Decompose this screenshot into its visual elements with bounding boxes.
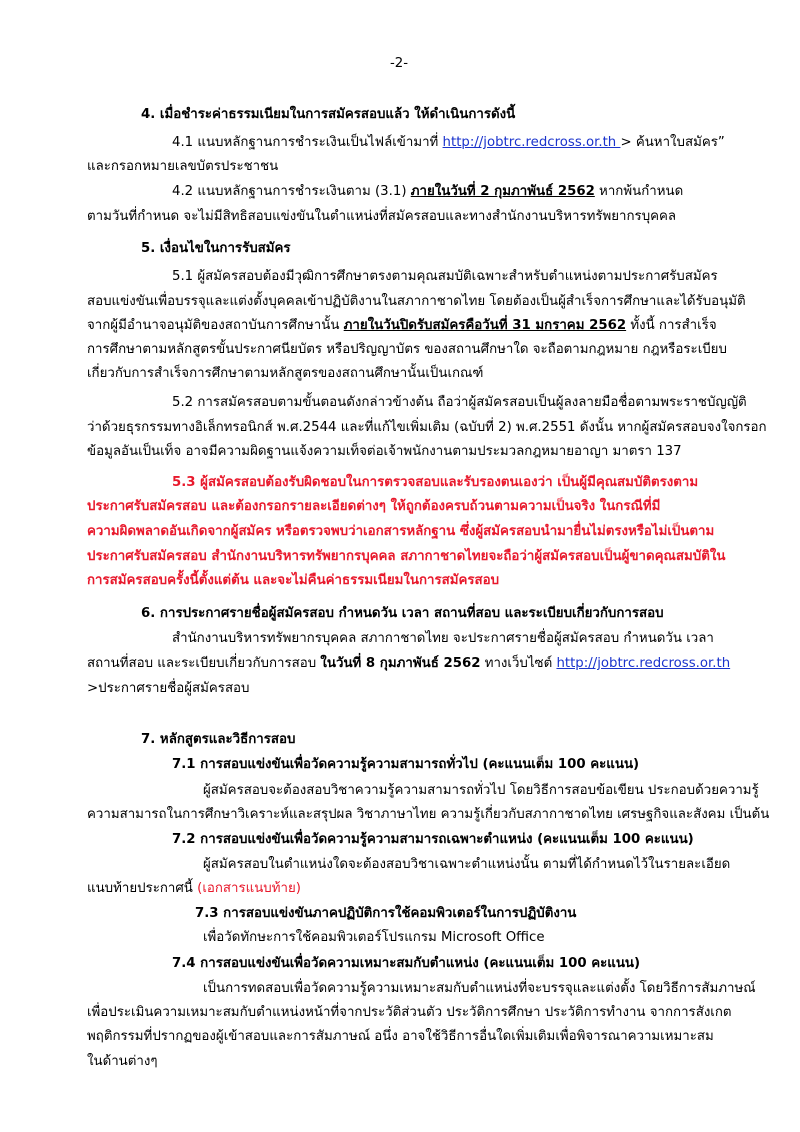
section-5-1-line-5: เกี่ยวกับการสำเร็จการศึกษาตามหลักสูตรของสถานศึกษานั้นเป็นเกณฑ์ <box>87 366 484 381</box>
section-7-2-line-2 <box>87 880 301 898</box>
section-4-2-text-end: หากพ้นกำหนด <box>594 184 684 199</box>
payment-deadline: ภายในวันที่ 2 กุมภาพันธ์ 2562 <box>410 184 595 199</box>
section-5-1-line-2: สอบแข่งขันเพื่อบรรจุและแต่งตั้งบุคคลเข้าปฏิบัติงานในสภากาชาดไทย โดยต้องเป็นผู้สำเร็จการศึกษาและได้รับอนุมัติ <box>87 294 746 309</box>
section-7-1-line-1: ผู้สมัครสอบจะต้องสอบวิชาความรู้ความสามารถทั่วไป โดยวิธีการสอบข้อเขียน ประกอบด้วยความรู้ <box>203 783 759 798</box>
section-5-1-text: จากผู้มีอำนาจอนุมัติของสถาบันการศึกษานั้น <box>87 318 344 333</box>
section-7-3-heading: 7.3 การสอบแข่งขันภาคปฏิบัติการใช้คอมพิวเตอร์ในการปฏิบัติงาน <box>195 906 577 921</box>
section-6-text-mid: ทางเว็บไซต์ <box>480 656 557 671</box>
section-4-1-text: 4.1 แนบหลักฐานการชำระเงินเป็นไฟล์เข้ามาที่ <box>172 135 443 150</box>
section-6-line-1: สำนักงานบริหารทรัพยากรบุคคล สภากาชาดไทย จะประกาศรายชื่อผู้สมัครสอบ กำหนดวัน เวลา <box>172 631 714 646</box>
section-7-2-text: แนบท้ายประกาศนี้ <box>87 881 198 896</box>
section-7-2-heading: 7.2 การสอบแข่งขันเพื่อวัดความรู้ความสามารถเฉพาะตำแหน่ง (คะแนนเต็ม 100 คะแนน) <box>172 832 694 847</box>
section-5-1-line-1: 5.1 ผู้สมัครสอบต้องมีวุฒิการศึกษาตรงตามคุณสมบัติเฉพาะสำหรับตำแหน่งตามประกาศรับสมัคร <box>172 269 718 284</box>
section-5-2-line-3: ข้อมูลอันเป็นเท็จ อาจมีความผิดฐานแจ้งความเท็จต่อเจ้าพนักงานตามประมวลกฎหมายอาญา มาตรา 137 <box>87 444 682 459</box>
section-7-3-line-1: เพื่อวัดทักษะการใช้คอมพิวเตอร์โปรแกรม Microsoft Office <box>203 930 545 945</box>
section-7-4-line-2: เพื่อประเมินความเหมาะสมกับตำแหน่งหน้าที่จากประวัติส่วนตัว ประวัติการศึกษา ประวัติการทำงาน จากการสังเกต <box>87 1005 732 1020</box>
section-5-2-line-2: ว่าด้วยธุรกรรมทางอิเล็กทรอนิกส์ พ.ศ.2544 และที่แก้ไขเพิ่มเติม (ฉบับที่ 2) พ.ศ.2551 ดังนั้น หากผู้สมัครสอบจงใจกรอก <box>87 420 767 435</box>
section-5-3-line-2: ประกาศรับสมัครสอบ และต้องกรอกรายละเอียดต่างๆ ให้ถูกต้องครบถ้วนตามความเป็นจริง ในกรณีที่มี <box>87 499 661 514</box>
application-close-date: ภายในวันปิดรับสมัครคือวันที่ 31 มกราคม 2562 <box>343 318 627 333</box>
section-5-2-line-1: 5.2 การสมัครสอบตามขั้นตอนดังกล่าวข้างต้น ถือว่าผู้สมัครสอบเป็นผู้ลงลายมือชื่อตามพระราชบัญญัติ <box>172 395 747 410</box>
section-5-1-line-4: การศึกษาตามหลักสูตรขั้นประกาศนียบัตร หรือปริญญาบัตร ของสถานศึกษาใด จะถือตามกฎหมาย กฎหรือระเบียบ <box>87 342 727 357</box>
section-4-1-line-2: และกรอกหมายเลขบัตรประชาชน <box>87 159 279 174</box>
section-5-3-line-1: 5.3 ผู้สมัครสอบต้องรับผิดชอบในการตรวจสอบและรับรองตนเองว่า เป็นผู้มีคุณสมบัติตรงตาม <box>172 475 699 490</box>
section-5-3-line-5: การสมัครสอบครั้งนี้ตั้งแต่ต้น และจะไม่คืนค่าธรรมเนียมในการสมัครสอบ <box>87 573 500 588</box>
section-4-1-text-end: > ค้นหาใบสมัคร” <box>620 135 725 150</box>
section-7-4-line-4: ในด้านต่างๆ <box>87 1054 158 1069</box>
jobtrc-website-link[interactable]: http://jobtrc.redcross.or.th <box>556 656 731 671</box>
section-6-line-2 <box>87 655 730 673</box>
section-7-4-line-3: พฤติกรรมที่ปรากฏของผู้เข้าสอบและการสัมภาษณ์ อนึ่ง อาจใช้วิธีการอื่นใดเพิ่มเติมเพื่อพิจารณาความเหมาะสม <box>87 1029 714 1044</box>
page-number: -2- <box>390 56 409 71</box>
section-5-3-line-3: ความผิดพลาดอันเกิดจากผู้สมัคร หรือตรวจพบว่าเอกสารหลักฐาน ซึ่งผู้สมัครสอบนำมายื่นไม่ตรงหรือไม่เป็นตาม <box>87 524 715 539</box>
section-5-3-line-4: ประกาศรับสมัครสอบ สำนักงานบริหารทรัพยากรบุคคล สภากาชาดไทยจะถือว่าผู้สมัครสอบเป็นผู้ขาดคุณสมบัติใน <box>87 549 726 564</box>
section-5-heading: 5. เงื่อนไขในการรับสมัคร <box>141 241 291 256</box>
section-4-2-text: 4.2 แนบหลักฐานการชำระเงินตาม (3.1) <box>172 184 411 199</box>
section-6-heading: 6. การประกาศรายชื่อผู้สมัครสอบ กำหนดวัน เวลา สถานที่สอบ และระเบียบเกี่ยวกับการสอบ <box>141 606 664 621</box>
section-5-1-text-end: ทั้งนี้ การสำเร็จ <box>626 318 717 333</box>
section-7-2-line-1: ผู้สมัครสอบในตำแหน่งใดจะต้องสอบวิชาเฉพาะตำแหน่งนั้น ตามที่ได้กำหนดไว้ในรายละเอียด <box>203 857 731 872</box>
section-7-heading: 7. หลักสูตรและวิธีการสอบ <box>141 732 296 747</box>
section-4-2-line-1 <box>172 183 683 201</box>
section-7-1-heading: 7.1 การสอบแข่งขันเพื่อวัดความรู้ความสามารถทั่วไป (คะแนนเต็ม 100 คะแนน) <box>172 757 640 772</box>
section-6-text: สถานที่สอบ และระเบียบเกี่ยวกับการสอบ <box>87 656 321 671</box>
section-5-1-line-3 <box>87 317 717 335</box>
section-6-line-3: >ประกาศรายชื่อผู้สมัครสอบ <box>87 681 250 696</box>
section-4-heading: 4. เมื่อชำระค่าธรรมเนียมในการสมัครสอบแล้ว ให้ดำเนินการดังนี้ <box>141 107 516 122</box>
announcement-date: ในวันที่ 8 กุมภาพันธ์ 2562 <box>320 656 481 671</box>
section-4-1-line-1 <box>172 134 725 152</box>
section-7-4-heading: 7.4 การสอบแข่งขันเพื่อวัดความเหมาะสมกับตำแหน่ง (คะแนนเต็ม 100 คะแนน) <box>172 956 641 971</box>
section-7-1-line-2: ความสามารถในการศึกษาวิเคราะห์และสรุปผล วิชาภาษาไทย ความรู้เกี่ยวกับสภากาชาดไทย เศรษฐกิจและสังคม เป็นต้น <box>87 807 770 822</box>
section-4-2-line-2: ตามวันที่กำหนด จะไม่มีสิทธิสอบแข่งขันในตำแหน่งที่สมัครสอบและทางสำนักงานบริหารทรัพยากรบุคคล <box>87 209 677 224</box>
section-7-4-line-1: เป็นการทดสอบเพื่อวัดความรู้ความเหมาะสมกับตำแหน่งที่จะบรรจุและแต่งตั้ง โดยวิธีการสัมภาษณ์ <box>203 981 756 996</box>
jobtrc-link[interactable]: http://jobtrc.redcross.or.th <box>442 135 621 150</box>
attachment-note: (เอกสารแนบท้าย) <box>197 881 301 896</box>
